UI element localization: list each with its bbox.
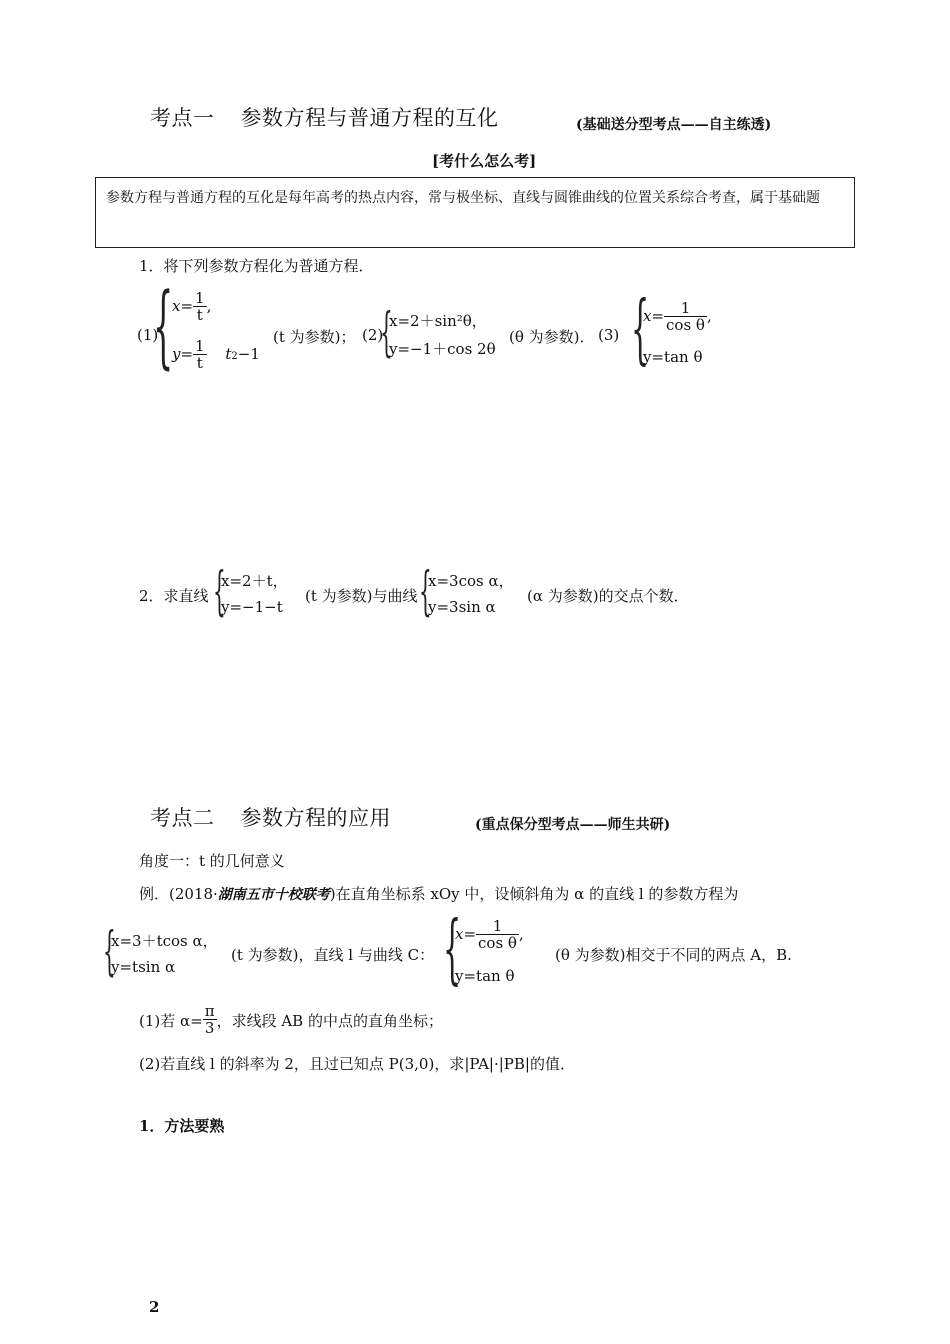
p1-x-equation <box>172 290 211 324</box>
question-1-post: ，求线段 AB 的中点的直角坐标； <box>216 1011 443 1030</box>
section-1-tag: (基础送分型考点——自主练透) <box>576 117 772 133</box>
problem-1-intro: 1．将下列参数方程化为普通方程． <box>139 257 374 275</box>
example-post: )在直角坐标系 xOy 中，设倾斜角为 α 的直线 l 的参数方程为 <box>329 885 739 903</box>
section-2-title-a: 考点二 <box>150 806 215 830</box>
problem-2-curve-y: y=3sin α <box>428 598 496 616</box>
p1-x-tail: , <box>206 297 212 315</box>
section-1-title-b: 参数方程与普通方程的互化 <box>240 106 499 130</box>
p1-y-equation <box>172 338 260 372</box>
problem-2-curve-x: x=3cos α， <box>428 572 514 590</box>
section-2-title <box>150 802 391 832</box>
p1-y-tail: t <box>225 345 232 363</box>
method-heading: 1．方法要熟 <box>139 1117 225 1135</box>
question-1-den: 3 <box>203 1019 217 1037</box>
question-2: (2)若直线 l 的斜率为 2，且过已知点 P(3,0)，求|PA|·|PB|的值． <box>139 1055 575 1073</box>
p1-y-fraction <box>193 338 207 372</box>
p3-x-num: 1 <box>680 299 691 317</box>
question-1-num: π <box>204 1002 215 1020</box>
example-curve-x-tail: , <box>518 925 524 943</box>
p2-brace: { <box>380 303 393 363</box>
p1-brace: { <box>153 273 174 379</box>
p1-x-fraction <box>193 290 207 324</box>
section-1-title <box>150 102 499 132</box>
p2-y-equation: y=−1＋cos 2θ <box>389 340 496 358</box>
example-line-brace: { <box>103 922 116 982</box>
p1-x-lhs: x= <box>172 297 194 315</box>
p2-param: (θ 为参数)． <box>509 328 595 346</box>
question-1-pre: (1)若 α= <box>139 1011 203 1030</box>
example-mid: (t 为参数)，直线 l 与曲线 C： <box>231 946 435 964</box>
p1-x-num: 1 <box>195 289 205 307</box>
example-curve-x-den: cos θ <box>478 934 517 952</box>
p2-label: (2) <box>362 326 384 344</box>
example-curve-brace: { <box>443 906 462 994</box>
example-source: 湖南五市十校联考 <box>217 887 330 903</box>
p3-brace: { <box>631 286 650 374</box>
section-2-tag: (重点保分型考点——师生共研) <box>475 817 671 833</box>
example-curve-x <box>455 918 524 952</box>
p1-x-den: t <box>193 306 207 324</box>
p1-y-exp: 2 <box>231 351 238 362</box>
problem-2-line-brace: { <box>213 562 226 622</box>
question-1-fraction <box>203 1003 217 1037</box>
example-pre: 例．(2018· <box>139 885 218 903</box>
p1-label: (1) <box>137 326 159 344</box>
example-curve-x-lhs: x= <box>455 925 477 943</box>
section-2-title-b: 参数方程的应用 <box>240 806 391 830</box>
p3-y-equation: y=tan θ <box>643 348 703 366</box>
page-number: 2 <box>149 1298 160 1316</box>
example-curve-y: y=tan θ <box>455 967 515 985</box>
p1-y-lhs: y= <box>172 345 194 363</box>
example-intro <box>139 883 738 904</box>
p3-label: (3) <box>598 326 620 344</box>
section-1-title-a: 考点一 <box>150 106 215 130</box>
section-1-subheading: [考什么怎么考] <box>432 152 537 170</box>
p3-x-lhs: x= <box>643 307 665 325</box>
p1-y-end: −1 <box>237 345 260 363</box>
problem-2-line-x: x=2＋t， <box>221 572 288 590</box>
summary-box-text: 参数方程与普通方程的互化是每年高考的热点内容，常与极坐标、直线与圆锥曲线的位置关系综合考查，属于基础题 <box>106 190 820 206</box>
example-curve-x-num: 1 <box>492 917 503 935</box>
example-curve-x-fraction <box>476 918 519 952</box>
p3-x-fraction <box>664 300 707 334</box>
problem-2-line-y: y=−1−t <box>221 598 283 616</box>
problem-2-label: 2．求直线 <box>139 587 209 605</box>
problem-2-curve-brace: { <box>419 562 432 622</box>
problem-2-tail: (α 为参数)的交点个数． <box>527 587 689 605</box>
example-line-x: x=3＋tcos α， <box>111 932 218 950</box>
p1-y-num: 1 <box>195 337 205 355</box>
example-tail: (θ 为参数)相交于不同的两点 A，B. <box>555 946 792 964</box>
p2-x-equation: x=2＋sin²θ， <box>389 312 487 330</box>
problem-2-mid: (t 为参数)与曲线 <box>305 587 418 605</box>
p3-x-tail: , <box>706 307 712 325</box>
angle-heading: 角度一：t 的几何意义 <box>139 852 285 870</box>
question-1 <box>139 1003 443 1037</box>
p3-x-den: cos θ <box>666 316 705 334</box>
p1-param: (t 为参数)； <box>273 328 356 346</box>
example-line-y: y=tsin α <box>111 958 176 976</box>
p3-x-equation <box>643 300 712 334</box>
p1-y-den: t <box>193 354 207 372</box>
summary-box <box>95 177 855 248</box>
